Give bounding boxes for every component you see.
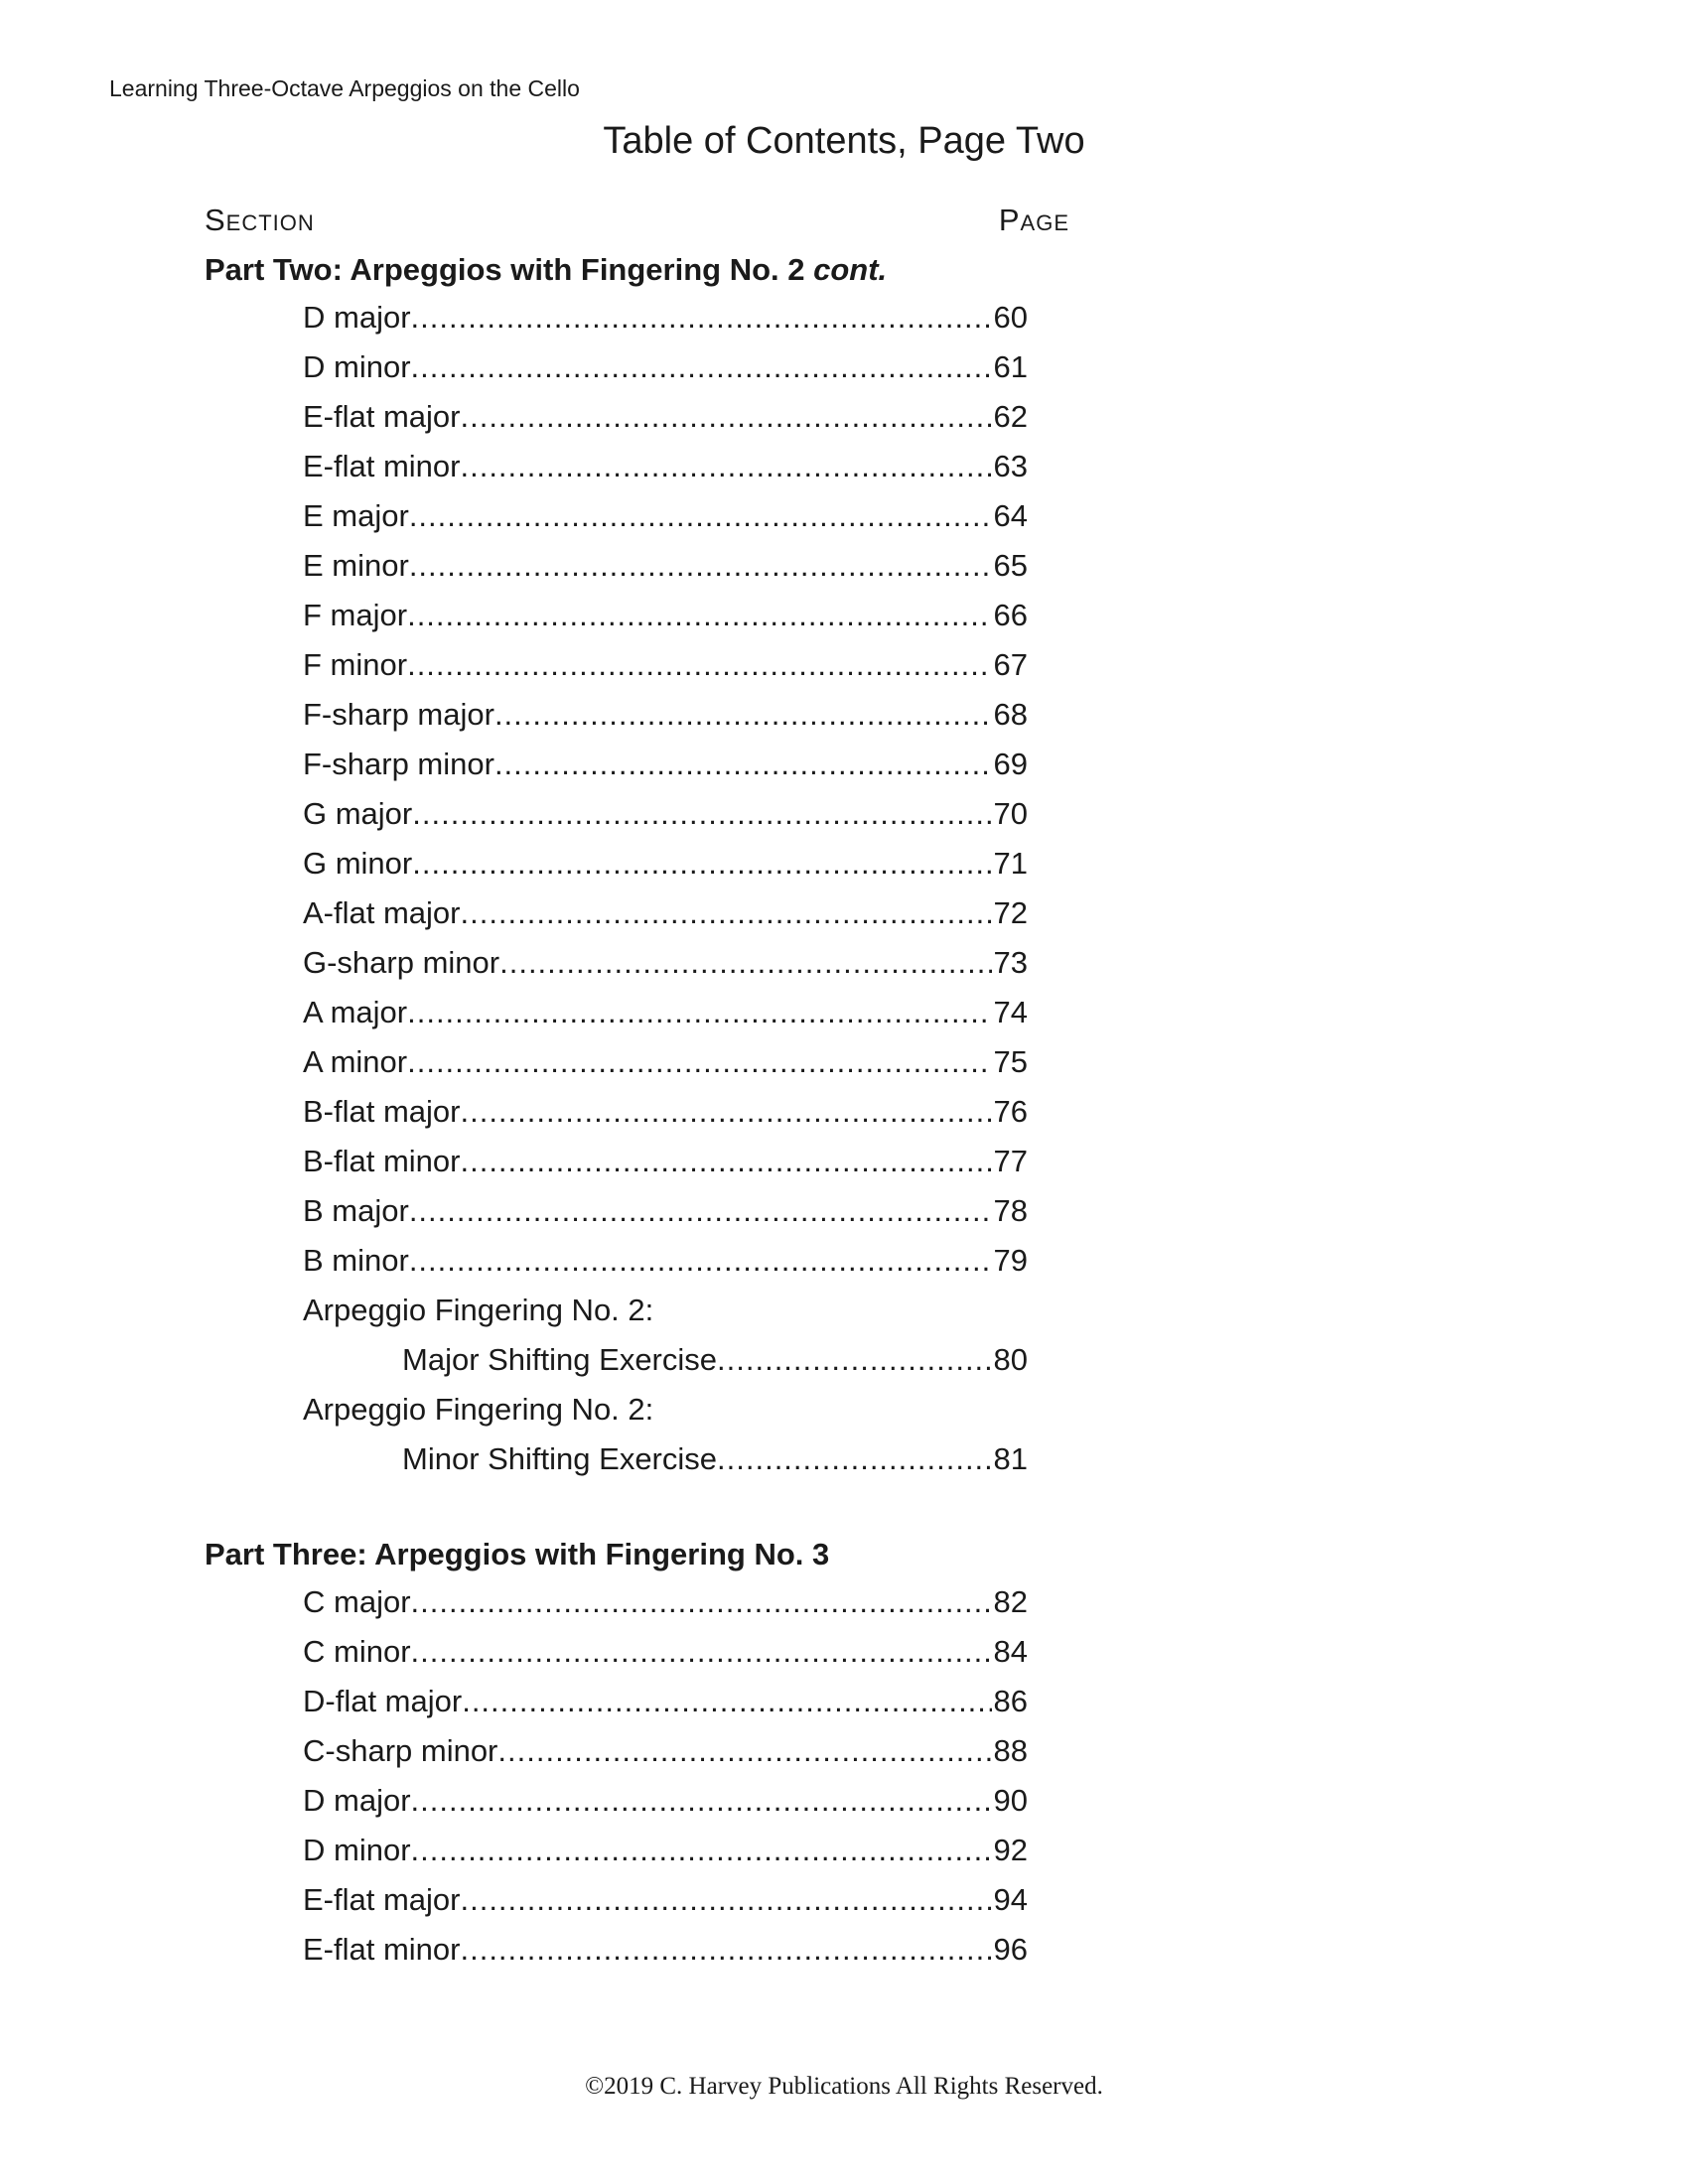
toc-entry[interactable] (303, 792, 1028, 842)
toc-entry[interactable] (303, 345, 1028, 395)
copyright-footer: ©2019 C. Harvey Publications All Rights Reserved. (585, 2073, 1103, 2100)
toc-entry-label: B minor (303, 1243, 409, 1278)
toc-entry-page: 81 (993, 1441, 1028, 1476)
dot-leader (717, 1437, 992, 1481)
toc-entry-page: 79 (993, 1243, 1028, 1278)
toc-entry[interactable] (303, 1928, 1028, 1978)
toc-entry-page: 77 (993, 1144, 1028, 1178)
toc-entry[interactable] (303, 544, 1028, 594)
exercise-intro-text: Arpeggio Fingering No. 2: (303, 1392, 654, 1427)
toc-entry-page: 65 (993, 548, 1028, 583)
toc-entry-label: Major Shifting Exercise (402, 1342, 718, 1377)
dot-leader (407, 991, 991, 1034)
part-three-heading (205, 1535, 829, 1574)
toc-entry-page: 62 (993, 399, 1028, 434)
toc-entry-label: D major (303, 1783, 411, 1818)
toc-entry-page: 67 (993, 647, 1028, 682)
toc-entry[interactable] (303, 1140, 1028, 1189)
toc-entry-label: C minor (303, 1634, 411, 1669)
dot-leader (499, 941, 991, 985)
toc-entry-page: 94 (993, 1882, 1028, 1917)
dot-leader (460, 395, 991, 439)
part-two-heading-suffix: cont. (813, 252, 888, 287)
column-headings (205, 201, 1069, 240)
toc-entry-label: E major (303, 498, 409, 533)
exercise-intro (303, 1289, 1028, 1338)
toc-entry-label: E-flat minor (303, 1932, 461, 1967)
toc-entry-label: E-flat minor (303, 449, 461, 483)
toc-entry-label: A minor (303, 1044, 408, 1079)
toc-entry-page: 72 (993, 895, 1028, 930)
toc-entry-page: 63 (993, 449, 1028, 483)
dot-leader (411, 296, 992, 340)
dot-leader (460, 445, 991, 488)
toc-entry-page: 80 (993, 1342, 1028, 1377)
dot-leader (460, 891, 991, 935)
dot-leader (497, 1729, 991, 1773)
toc-entry-label: C major (303, 1584, 411, 1619)
toc-entry-label: E-flat major (303, 399, 461, 434)
toc-entry-page: 68 (993, 697, 1028, 732)
toc-entry-page: 86 (993, 1684, 1028, 1718)
toc-entry-label: D minor (303, 1833, 411, 1867)
exercise-intro-text: Arpeggio Fingering No. 2: (303, 1293, 654, 1327)
dot-leader (407, 1040, 991, 1084)
toc-entry-page: 74 (993, 995, 1028, 1029)
toc-entry-page: 84 (993, 1634, 1028, 1669)
toc-entry-page: 92 (993, 1833, 1028, 1867)
dot-leader (460, 1928, 991, 1972)
toc-entry-label: F minor (303, 647, 408, 682)
toc-entry[interactable] (303, 1829, 1028, 1878)
dot-leader (411, 345, 992, 389)
dot-leader (411, 1779, 992, 1823)
dot-leader (407, 643, 991, 687)
dot-leader (407, 594, 991, 637)
toc-entry-label: F-sharp major (303, 697, 494, 732)
toc-entry[interactable] (303, 1729, 1028, 1779)
toc-entry-page: 88 (993, 1733, 1028, 1768)
part-three-toc-list (303, 1580, 1028, 1978)
toc-entry[interactable] (303, 891, 1028, 941)
dot-leader (717, 1338, 992, 1382)
dot-leader (409, 544, 992, 588)
toc-entry-label: A-flat major (303, 895, 461, 930)
part-two-toc-list (303, 296, 1028, 1487)
toc-entry[interactable] (303, 1630, 1028, 1680)
toc-entry-page: 66 (993, 598, 1028, 632)
toc-entry[interactable] (303, 1680, 1028, 1729)
toc-entry-label: G major (303, 796, 413, 831)
toc-entry-page: 64 (993, 498, 1028, 533)
toc-entry[interactable] (303, 1580, 1028, 1630)
toc-entry-label: E-flat major (303, 1882, 461, 1917)
toc-entry-label: F major (303, 598, 408, 632)
toc-entry[interactable] (303, 445, 1028, 494)
toc-entry[interactable] (303, 1040, 1028, 1090)
toc-entry-label: B major (303, 1193, 409, 1228)
part-three-heading-text: Part Three: Arpeggios with Fingering No. 3 (205, 1537, 830, 1571)
toc-entry-label: G minor (303, 846, 413, 881)
toc-entry-label: B-flat major (303, 1094, 461, 1129)
dot-leader (494, 743, 992, 786)
toc-entry-page: 96 (993, 1932, 1028, 1967)
toc-entry-page: 76 (993, 1094, 1028, 1129)
page-title: Table of Contents, Page Two (603, 120, 1085, 162)
toc-entry-page: 71 (993, 846, 1028, 881)
toc-entry-label: F-sharp minor (303, 747, 494, 781)
toc-entry[interactable] (303, 1189, 1028, 1239)
toc-entry-page: 61 (993, 349, 1028, 384)
dot-leader (411, 1630, 992, 1674)
toc-entry-label: D minor (303, 349, 411, 384)
dot-leader (412, 842, 991, 886)
toc-entry[interactable] (303, 941, 1028, 991)
part-two-heading-text: Part Two: Arpeggios with Fingering No. 2 (205, 252, 805, 287)
toc-entry[interactable] (303, 991, 1028, 1040)
toc-entry[interactable] (303, 1090, 1028, 1140)
toc-entry-page: 82 (993, 1584, 1028, 1619)
dot-leader (411, 1829, 992, 1872)
toc-entry[interactable] (303, 395, 1028, 445)
toc-entry-page: 69 (993, 747, 1028, 781)
toc-entry[interactable] (303, 1239, 1028, 1289)
toc-entry[interactable] (303, 643, 1028, 693)
toc-entry[interactable] (303, 296, 1028, 345)
dot-leader (460, 1140, 991, 1183)
toc-entry-label: E minor (303, 548, 409, 583)
toc-entry-label: B-flat minor (303, 1144, 461, 1178)
toc-entry[interactable] (303, 1779, 1028, 1829)
toc-entry-page: 60 (993, 300, 1028, 335)
running-head: Learning Three-Octave Arpeggios on the Cello (109, 75, 580, 101)
toc-entry-page: 75 (993, 1044, 1028, 1079)
toc-entry-label: D-flat major (303, 1684, 463, 1718)
dot-leader (411, 1580, 992, 1624)
page-column-heading: Page (998, 203, 1069, 237)
toc-entry-page: 78 (993, 1193, 1028, 1228)
toc-entry[interactable] (303, 743, 1028, 792)
toc-entry-exercise[interactable] (402, 1338, 1028, 1388)
dot-leader (460, 1090, 991, 1134)
section-column-heading: Section (205, 203, 315, 237)
toc-entry-label: G-sharp minor (303, 945, 500, 980)
dot-leader (462, 1680, 991, 1723)
toc-entry[interactable] (303, 842, 1028, 891)
toc-entry[interactable] (303, 594, 1028, 643)
toc-entry[interactable] (303, 1878, 1028, 1928)
dot-leader (409, 494, 992, 538)
dot-leader (494, 693, 992, 737)
toc-entry-label: C-sharp minor (303, 1733, 498, 1768)
toc-entry-label: Minor Shifting Exercise (402, 1441, 718, 1476)
toc-entry[interactable] (303, 693, 1028, 743)
dot-leader (409, 1189, 992, 1233)
dot-leader (412, 792, 991, 836)
toc-entry-page: 70 (993, 796, 1028, 831)
toc-entry-page: 73 (993, 945, 1028, 980)
toc-entry-exercise[interactable] (402, 1437, 1028, 1487)
toc-entry-label: A major (303, 995, 408, 1029)
part-two-heading (205, 250, 887, 290)
toc-entry-page: 90 (993, 1783, 1028, 1818)
toc-entry[interactable] (303, 494, 1028, 544)
dot-leader (409, 1239, 992, 1283)
exercise-intro (303, 1388, 1028, 1437)
dot-leader (460, 1878, 991, 1922)
toc-entry-label: D major (303, 300, 411, 335)
